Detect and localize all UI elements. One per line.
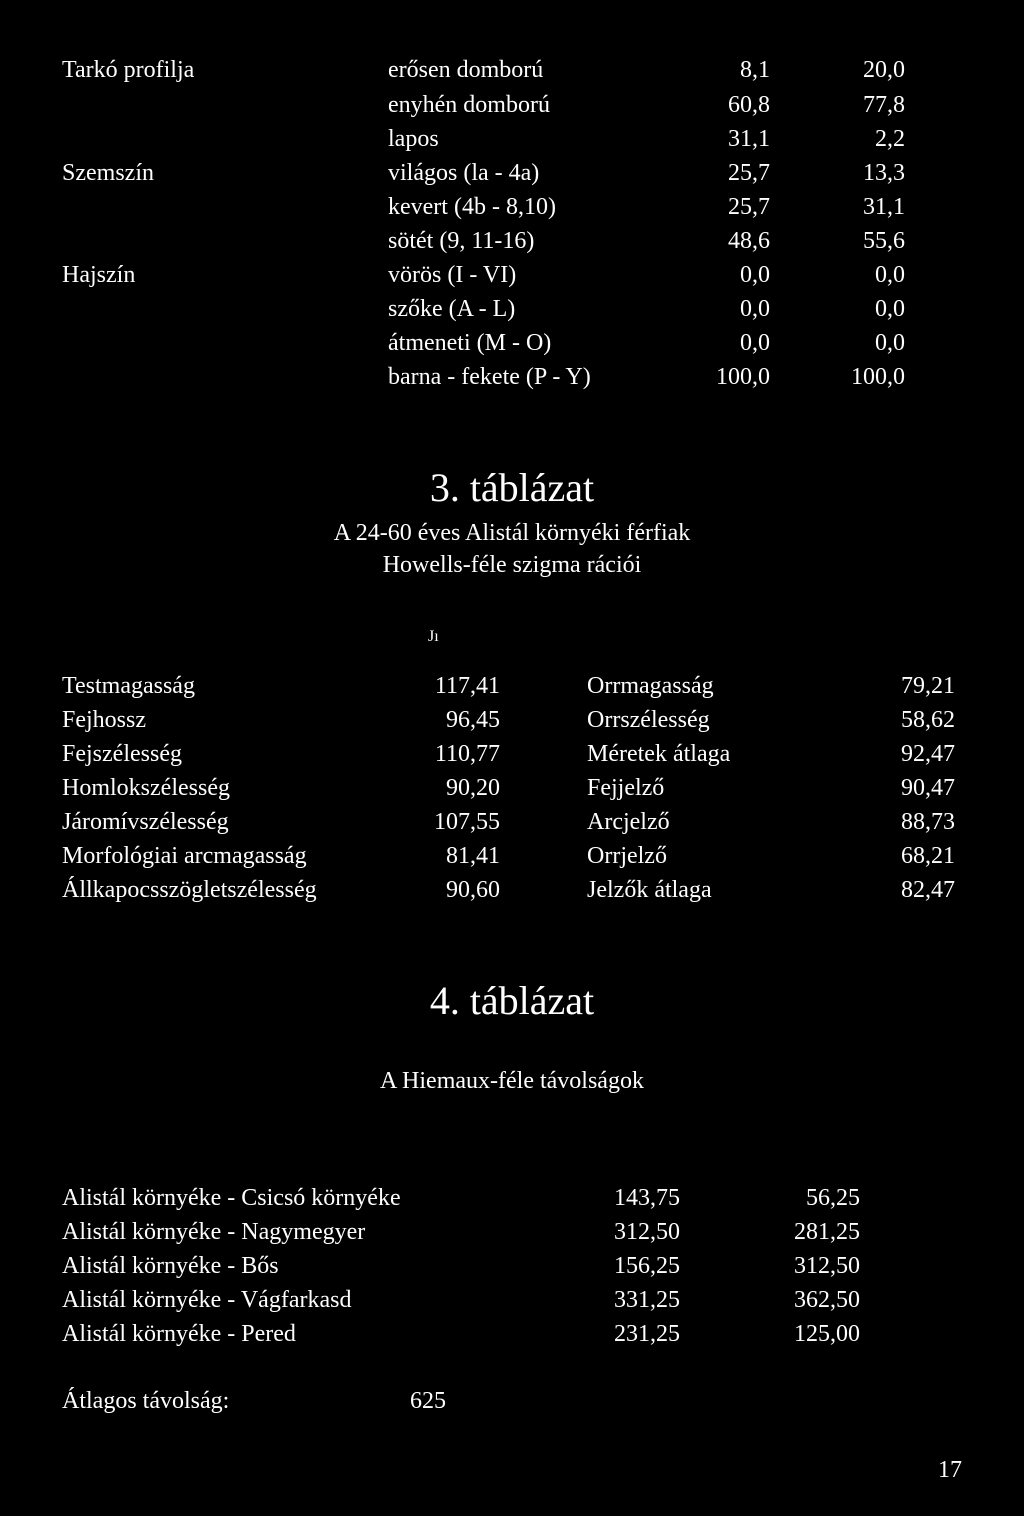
right-value: 88,73	[901, 809, 955, 835]
distance-label: Alistál környéke - Nagymegyer	[62, 1219, 366, 1245]
row-value-1: 0,0	[740, 262, 770, 288]
average-distance-label: Átlagos távolság:	[62, 1388, 230, 1414]
right-label: Méretek átlaga	[587, 741, 731, 767]
row-category-hajszin: Hajszín	[62, 262, 136, 288]
left-value: 117,41	[434, 673, 500, 699]
row-label: barna - fekete (P - Y)	[388, 364, 591, 390]
distance-label: Alistál környéke - Bős	[62, 1253, 279, 1279]
row-value-2: 13,3	[863, 160, 905, 186]
row-value-1: 25,7	[728, 160, 770, 186]
left-value: 107,55	[434, 809, 500, 835]
row-value-1: 0,0	[740, 330, 770, 356]
left-label: Fejhossz	[62, 707, 146, 733]
row-label: sötét (9, 11-16)	[388, 228, 535, 254]
row-value-2: 20,0	[863, 57, 905, 83]
distance-label: Alistál környéke - Pered	[62, 1321, 296, 1347]
right-label: Orrszélesség	[587, 707, 710, 733]
distance-value-2: 56,25	[806, 1185, 860, 1211]
distance-value-1: 331,25	[614, 1287, 680, 1313]
row-value-1: 25,7	[728, 194, 770, 220]
distance-value-2: 312,50	[794, 1253, 860, 1279]
row-label: átmeneti (M - O)	[388, 330, 552, 356]
right-value: 92,47	[901, 741, 955, 767]
right-value: 79,21	[901, 673, 955, 699]
row-label: vörös (I - VI)	[388, 262, 517, 288]
row-value-2: 0,0	[875, 330, 905, 356]
row-value-2: 55,6	[863, 228, 905, 254]
table4-title: 4. táblázat	[429, 978, 595, 1023]
distance-value-2: 362,50	[794, 1287, 860, 1313]
row-label: kevert (4b - 8,10)	[388, 194, 556, 220]
right-label: Orrjelző	[587, 843, 667, 869]
row-value-1: 0,0	[740, 296, 770, 322]
right-label: Fejjelző	[587, 775, 665, 801]
right-label: Jelzők átlaga	[587, 877, 712, 903]
distance-value-1: 143,75	[614, 1185, 680, 1211]
left-label: Homlokszélesség	[62, 775, 230, 801]
row-value-2: 2,2	[875, 126, 905, 152]
row-value-2: 0,0	[875, 296, 905, 322]
row-label: enyhén domború	[388, 92, 550, 118]
distance-value-2: 125,00	[794, 1321, 860, 1347]
left-value: 96,45	[446, 707, 500, 733]
stray-mark: Jı	[428, 628, 439, 645]
distance-value-1: 231,25	[614, 1321, 680, 1347]
row-value-1: 31,1	[728, 126, 770, 152]
row-value-1: 60,8	[728, 92, 770, 118]
left-value: 110,77	[434, 741, 500, 767]
distance-value-1: 156,25	[614, 1253, 680, 1279]
row-value-2: 77,8	[863, 92, 905, 118]
right-value: 68,21	[901, 843, 955, 869]
page-number: 17	[938, 1457, 962, 1483]
left-value: 90,20	[446, 775, 500, 801]
row-value-2: 100,0	[851, 364, 905, 390]
row-label: erősen domború	[388, 57, 544, 83]
row-value-1: 100,0	[716, 364, 770, 390]
row-label: lapos	[388, 126, 439, 152]
table3-title: 3. táblázat	[429, 465, 595, 510]
left-label: Állkapocsszögletszélesség	[62, 877, 317, 903]
right-value: 82,47	[901, 877, 955, 903]
row-value-2: 31,1	[863, 194, 905, 220]
average-distance-value: 625	[410, 1388, 446, 1414]
distance-value-2: 281,25	[794, 1219, 860, 1245]
table4-subtitle: A Hiemaux-féle távolságok	[380, 1068, 644, 1094]
table3-subtitle-line1: A 24-60 éves Alistál környéki férfiak	[333, 520, 691, 546]
left-value: 81,41	[446, 843, 500, 869]
distance-label: Alistál környéke - Vágfarkasd	[62, 1287, 352, 1313]
row-value-1: 8,1	[740, 57, 770, 83]
left-label: Testmagasság	[62, 673, 195, 699]
row-category-szemszin: Szemszín	[62, 160, 154, 186]
right-label: Orrmagasság	[587, 673, 714, 699]
row-category-tarko: Tarkó profilja	[62, 57, 195, 83]
row-label: világos (la - 4a)	[388, 160, 540, 186]
right-label: Arcjelző	[587, 809, 670, 835]
distance-value-1: 312,50	[614, 1219, 680, 1245]
left-label: Morfológiai arcmagasság	[62, 843, 307, 869]
left-label: Járomívszélesség	[62, 809, 229, 835]
row-value-1: 48,6	[728, 228, 770, 254]
row-value-2: 0,0	[875, 262, 905, 288]
left-label: Fejszélesség	[62, 741, 182, 767]
distance-label: Alistál környéke - Csicsó környéke	[62, 1185, 401, 1211]
row-label: szőke (A - L)	[388, 296, 516, 322]
right-value: 90,47	[901, 775, 955, 801]
left-value: 90,60	[446, 877, 500, 903]
right-value: 58,62	[901, 707, 955, 733]
table3-subtitle-line2: Howells-féle szigma rációi	[382, 552, 642, 578]
